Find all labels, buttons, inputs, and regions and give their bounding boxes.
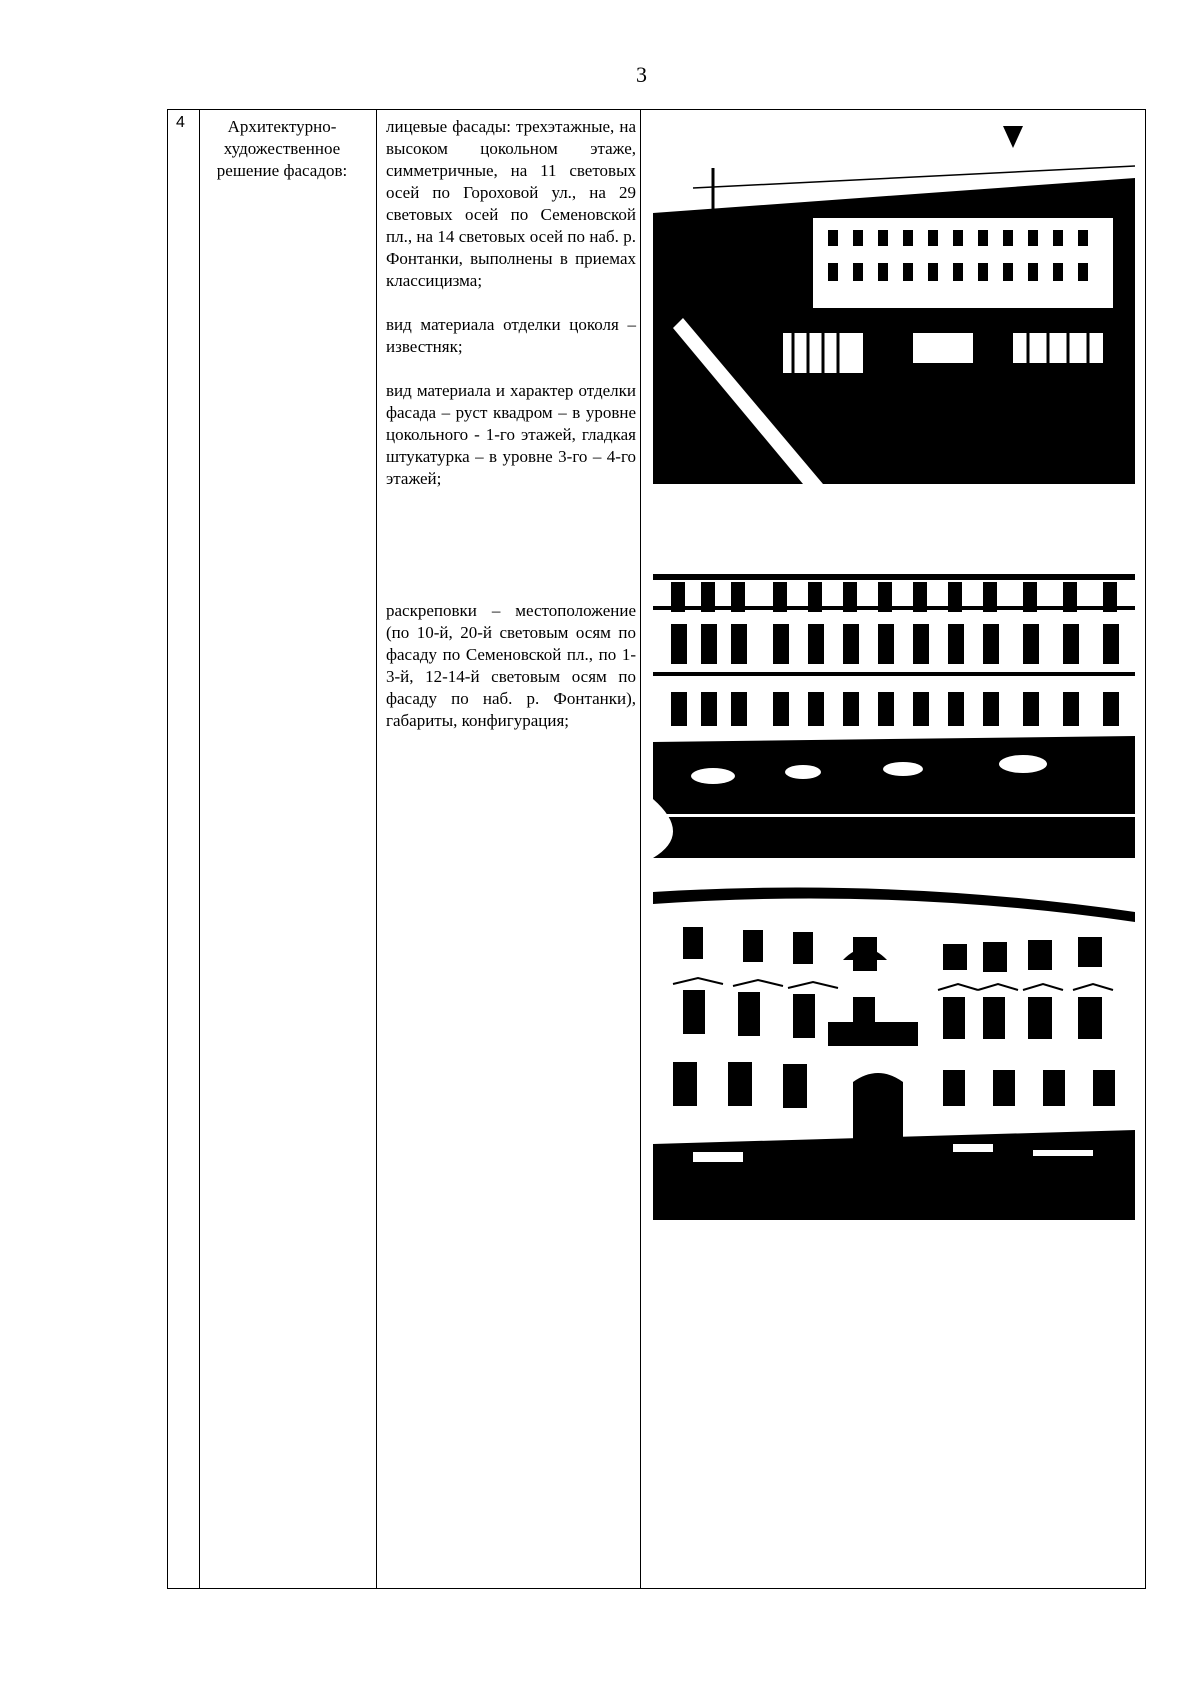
facade-photo-corner-image (653, 882, 1135, 1220)
description-finish: вид материала и характер отделки фасада – руст квадром – в уровне цокольного - 1-го этажей, гладкая штукатурка – в уровне 3-го – 4-го этажей; (386, 381, 636, 488)
facade-photo-embankment (653, 118, 1135, 484)
description-facades: лицевые фасады: трехэтажные, на высоком цокольном этаже, симметричные, на 11 световых осей по Гороховой ул., на 29 световых осей по Семеновской пл., на 14 световых осей по наб. р. Фонтанки, выполнены в приемах классицизма; (386, 117, 636, 290)
section-name-line: решение фасадов: (216, 161, 348, 180)
document-table (167, 109, 1146, 1589)
page-number: 3 (636, 62, 647, 87)
description-projections: раскреповки – местоположение (по 10-й, 20-й световым осям по фасаду по Семеновской пл., по 1-3-й, 12-14-й световым осям по фасаду по наб. р. Фонтанки), габариты, конфигурация; (386, 601, 636, 730)
facade-photo-embankment-image (653, 118, 1135, 484)
facade-photo-square-image (653, 514, 1135, 858)
section-name-line: художественное (223, 139, 341, 158)
column-divider (376, 110, 377, 1588)
section-name (202, 116, 362, 182)
description-column (386, 116, 636, 732)
section-name-line: Архитектурно- (227, 117, 337, 136)
column-divider (199, 110, 200, 1588)
column-divider (640, 110, 641, 1588)
facade-photo-square (653, 514, 1135, 858)
facade-photo-corner (653, 882, 1135, 1220)
description-plinth: вид материала отделки цоколя – известняк; (386, 315, 636, 356)
row-number: 4 (176, 114, 185, 131)
